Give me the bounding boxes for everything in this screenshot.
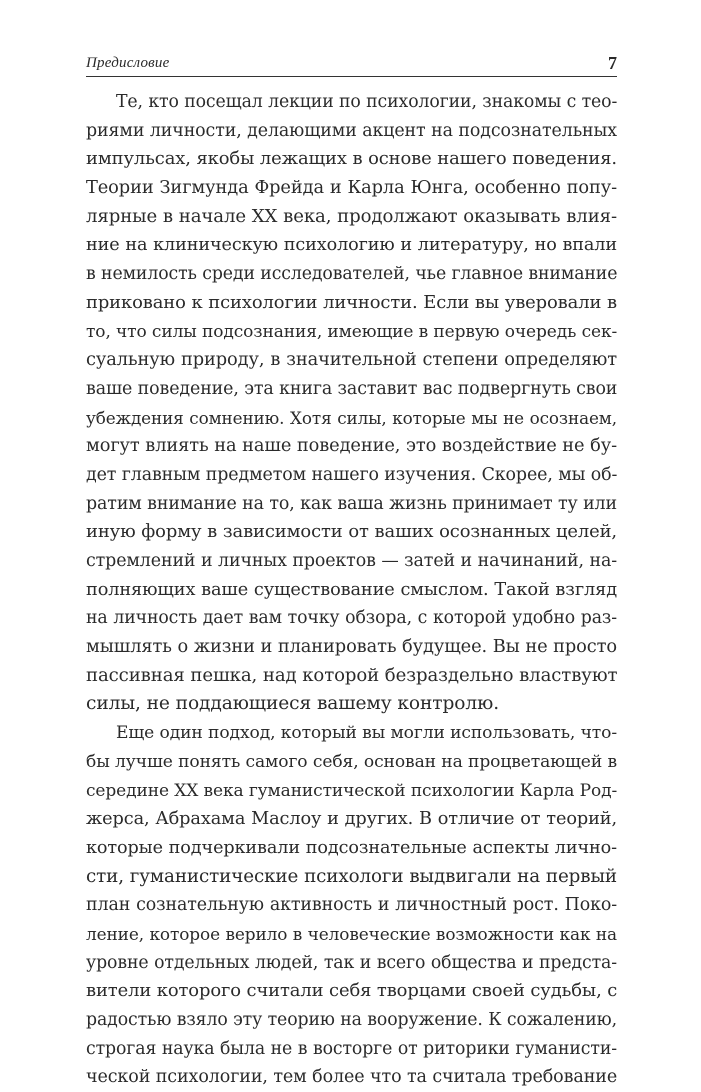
text-line: силы, не поддающиеся вашему контролю. bbox=[86, 693, 499, 715]
text-line: иную форму в зависимости от ваших осознанных целей, bbox=[86, 521, 617, 543]
text-line: строгая наука была не в восторге от риторики гуманисти- bbox=[86, 1038, 617, 1059]
text-line: ческой психологии, тем более что та считала требование bbox=[86, 1067, 618, 1088]
text-line: Те, кто посещал лекции по психологии, знакомы с тео- bbox=[116, 92, 618, 112]
text-line: на личность дает вам точку обзора, с которой удобно раз- bbox=[86, 608, 617, 629]
text-line: радостью взяло эту теорию на вооружение. К сожалению, bbox=[86, 1010, 617, 1030]
text-line: импульсах, якобы лежащих в основе нашего поведения. bbox=[86, 148, 617, 170]
text-line: сти, гуманистические психологи выдвигали на первый bbox=[86, 865, 617, 887]
text-line: могут влиять на наше поведение, это воздействие не бу- bbox=[86, 435, 617, 457]
text-line: середине XX века гуманистической психологии Карла Род- bbox=[86, 780, 618, 801]
text-line: ратим внимание на то, как ваша жизнь принимает ту или bbox=[86, 493, 617, 514]
text-line: Еще один подход, который вы могли использовать, что- bbox=[116, 723, 617, 744]
text-line: суальную природу, в значительной степени определяют bbox=[86, 349, 617, 371]
page-number: 7 bbox=[608, 53, 617, 73]
text-line: которые подчеркивали подсознательные аспекты лично- bbox=[86, 837, 617, 858]
text-line: в немилость среди исследователей, чье главное внимание bbox=[86, 264, 618, 285]
text-line: ваше поведение, эта книга заставит вас подвергнуть свои bbox=[86, 378, 618, 399]
paragraph-1 bbox=[86, 88, 617, 719]
text-line: полняющих ваше существование смыслом. Такой взгляд bbox=[86, 579, 617, 600]
text-line: мышлять о жизни и планировать будущее. Вы не просто bbox=[86, 636, 617, 658]
text-line: дет главным предметом нашего изучения. Скорее, мы об- bbox=[86, 464, 618, 485]
text-line: лярные в начале XX века, продолжают оказывать влия- bbox=[86, 205, 617, 227]
text-line: вители которого считали себя творцами своей судьбы, с bbox=[86, 980, 618, 1002]
text-line: убеждения сомнению. Хотя силы, которые мы не осознаем, bbox=[86, 407, 617, 428]
running-header bbox=[86, 54, 617, 77]
text-line: уровне отдельных людей, так и всего общества и предста- bbox=[86, 952, 617, 973]
text-line: стремлений и личных проектов — затей и начинаний, на- bbox=[86, 551, 617, 571]
text-line: ление, которое верило в человеческие возможности как на bbox=[86, 923, 617, 944]
text-line: ние на клиническую психологию и литературу, но впали bbox=[86, 235, 617, 256]
paragraph-2 bbox=[86, 719, 617, 1092]
text-line: Теории Зигмунда Фрейда и Карла Юнга, особенно попу- bbox=[86, 177, 617, 199]
text-line: приковано к психологии личности. Если вы уверовали в bbox=[86, 291, 617, 313]
text-line: то, что силы подсознания, имеющие в первую очередь сек- bbox=[86, 321, 618, 342]
body-text bbox=[86, 88, 617, 1092]
text-line: план сознательную активность и личностный рост. Поко- bbox=[86, 895, 617, 916]
text-line: бы лучше понять самого себя, основан на процветающей в bbox=[86, 751, 617, 772]
text-line: жерса, Абрахама Маслоу и других. В отличие от теорий, bbox=[86, 809, 617, 830]
text-line: пассивная пешка, над которой безраздельно властвуют bbox=[86, 664, 618, 686]
text-line: риями личности, делающими акцент на подсознательных bbox=[86, 120, 617, 141]
running-title: Предисловие bbox=[86, 55, 170, 71]
